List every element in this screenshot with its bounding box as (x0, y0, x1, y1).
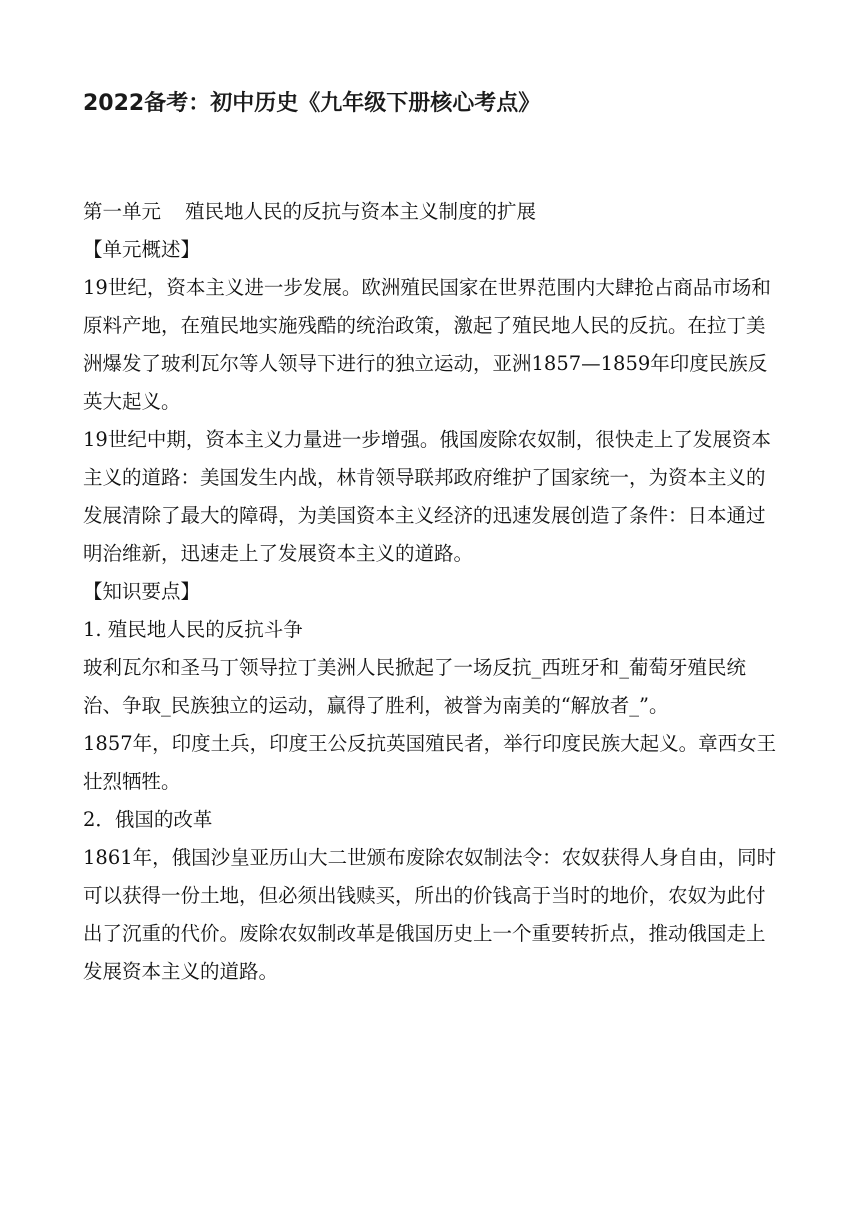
unit-number: 第一单元 (83, 200, 162, 223)
unit-name: 殖民地人民的反抗与资本主义制度的扩展 (185, 200, 537, 223)
overview-paragraph-1: 19世纪，资本主义进一步发展。欧洲殖民国家在世界范围内大肆抢占商品市场和原料产地，在殖民地实施残酷的统治政策，激起了殖民地人民的反抗。在拉丁美洲爆发了玻利瓦尔等人领导下进行的独立运动，亚洲1857—1859年印度民族反英大起义。 (83, 276, 771, 413)
point-1-paragraph-2: 1857年，印度土兵，印度王公反抗英国殖民者，举行印度民族大起义。章西女王壮烈牺牲。 (83, 732, 777, 793)
unit-heading (83, 193, 783, 231)
document-body (83, 193, 783, 991)
point-2-paragraph-1: 1861年，俄国沙皇亚历山大二世颁布废除农奴制法令：农奴获得人身自由，同时可以获得一份土地，但必须出钱赎买，所出的价钱高于当时的地价，农奴为此付出了沉重的代价。废除农奴制改革是俄国历史上一个重要转折点，推动俄国走上发展资本主义的道路。 (83, 846, 777, 983)
overview-paragraph-2: 19世纪中期，资本主义力量进一步增强。俄国废除农奴制，很快走上了发展资本主义的道路：美国发生内战，林肯领导联邦政府维护了国家统一，为资本主义的发展清除了最大的障碍，为美国资本主义经济的迅速发展创造了条件：日本通过明治维新，迅速走上了发展资本主义的道路。 (83, 428, 771, 565)
point-1-heading: 1. 殖民地人民的反抗斗争 (83, 618, 303, 641)
point-1-paragraph-1: 玻利瓦尔和圣马丁领导拉丁美洲人民掀起了一场反抗_西班牙和_葡萄牙殖民统治、争取_民族独立的运动，赢得了胜利，被誉为南美的“解放者_”。 (83, 656, 747, 717)
point-2-heading: 2．俄国的改革 (83, 808, 213, 831)
overview-heading: 【单元概述】 (83, 238, 201, 261)
document-title: 2022备考：初中历史《九年级下册核心考点》 (83, 91, 541, 116)
knowledge-points-heading: 【知识要点】 (83, 580, 201, 603)
